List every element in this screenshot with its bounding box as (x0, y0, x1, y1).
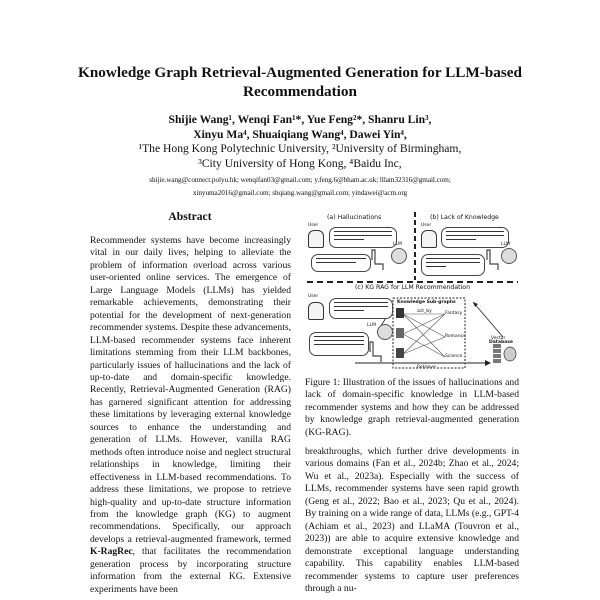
method-name: K-RagRec (90, 546, 133, 558)
llm-label-a: LLM (393, 242, 402, 247)
body-text-right: breakthroughs, which further drive developments in various domains (Fan et al., 2024b; Zhao et al., 2024; Wu et al., 2023a). Especially with the success of LLMs, recommender systems have seen rapid growth (Geng et al., 2022; Bao et al., 2023; Qu et al., 2024). By training on a wide range of data, LLMs (e.g., GPT-4 (Achiam et al., 2023) and LLaMA (Touvron et al., 2023)) are able to acquire extensive knowledge and demonstrate exceptional language understanding capability. This capability enables LLM-based recommender systems to capture user preferences through a nu- (305, 446, 519, 594)
kg-subgraphs-title: Knowledge Sub-graphs (397, 300, 456, 305)
user-question-bubble-b (441, 227, 509, 248)
figure-1-caption: Figure 1: Illustration of the issues of hallucinations and lack of domain-specific knowledge in LLM-based recommender systems and how they can be addressed by knowledge graph retrieval-augmented generation (KG-RAG). (305, 377, 519, 438)
llm-answer-bubble-c (309, 332, 369, 356)
abstract-body (90, 235, 291, 596)
user-label-c: User (308, 294, 319, 299)
user-question-bubble-c (329, 298, 393, 319)
database-label: Database (489, 340, 513, 345)
vector-label: Vector (491, 336, 506, 341)
llm-answer-bubble-b (421, 254, 485, 276)
panel-a-title: (a) Hallucinations (327, 214, 382, 221)
affiliation-line-1: ¹The Hong Kong Polytechnic University, ²University of Birmingham, (138, 142, 462, 155)
user-question-bubble-a (329, 227, 397, 248)
affiliations (60, 142, 540, 171)
emails-line-1: shijie.wang@connect.polyu.hk; wenqifan03@gmail.com; y.feng.6@bham.ac.uk; lllam32316@gmail.com; (149, 176, 451, 184)
abstract-heading: Abstract (168, 210, 212, 223)
author-list (60, 113, 540, 142)
kg-node-science: Science (445, 354, 463, 359)
figure-1 (305, 212, 520, 370)
retrieve-label: Retrieve (417, 365, 436, 370)
affiliation-line-2: ³City University of Hong Kong, ⁴Baidu Inc, (198, 156, 402, 170)
user-label-a: User (308, 223, 319, 228)
user-label-b: User (421, 223, 432, 228)
user-avatar-icon (308, 230, 324, 248)
panel-c-title: (c) KG RAG for LLM Recommendation (355, 284, 470, 291)
panel-b-title: (b) Lack of Knowledge (430, 214, 499, 221)
llm-sad-icon (501, 248, 517, 264)
emails-line-2: xinyuma2016@gmail.com; shqiang.wang@gmail.com; yindawei@acm.org (192, 189, 408, 197)
llm-happy-icon (377, 324, 393, 340)
kg-node-fantasy: Fantasy (445, 311, 463, 316)
llm-label-b: LLM (501, 242, 510, 247)
llm-robot-icon (391, 248, 407, 264)
abstract-text-part-1: Recommender systems have become increasingly vital in our daily lives, helping to alleviate the problem of information overload across various user-oriented online services. The emergence of Large Language Models (LLMs) has yielded remarkable achievements, demonstrating their potential for the development of next-generation recommender systems. Despite these advancements, LLM-based recommender systems face inherent limitations stemming from their LLM backbones, particularly issues of hallucinations and the lack of up-to-date and domain-specific knowledge. Recently, Retrieval-Augmented Generation (RAG) has garnered significant attention for addressing these limitations by leveraging external knowledge sources to enhance the understanding and generation of LLMs. However, vanilla RAG methods often introduce noise and neglect structural relationships in knowledge, limiting their effectiveness in LLM-based recommendations. To address these limitations, we propose to retrieve high-quality and up-to-date structure information from the knowledge graph (KG) to augment recommendations. Specifically, our approach develops a retrieval-augmented framework, termed (90, 235, 291, 545)
authors-line-1: Shijie Wang¹, Wenqi Fan¹*, Yue Feng²*, Shanru Lin³, (168, 113, 432, 126)
llm-label-c: LLM (367, 323, 376, 328)
author-emails (60, 174, 540, 200)
llm-answer-bubble-a (311, 254, 371, 272)
user-avatar-icon (421, 230, 437, 248)
paper-title: Knowledge Graph Retrieval-Augmented Generation for LLM-based Recommendation (78, 64, 522, 100)
kg-edge-label: act_by (417, 309, 432, 314)
kg-node-romance: Romance (445, 334, 466, 339)
abstract-text-part-2: , that facilitates the recommendation generation process by incorporating structure information from the external KG. Extensive experiments have been (90, 546, 291, 595)
authors-line-2: Xinyu Ma⁴, Shuaiqiang Wang⁴, Dawei Yin⁴, (193, 127, 407, 141)
user-avatar-icon (308, 302, 324, 320)
